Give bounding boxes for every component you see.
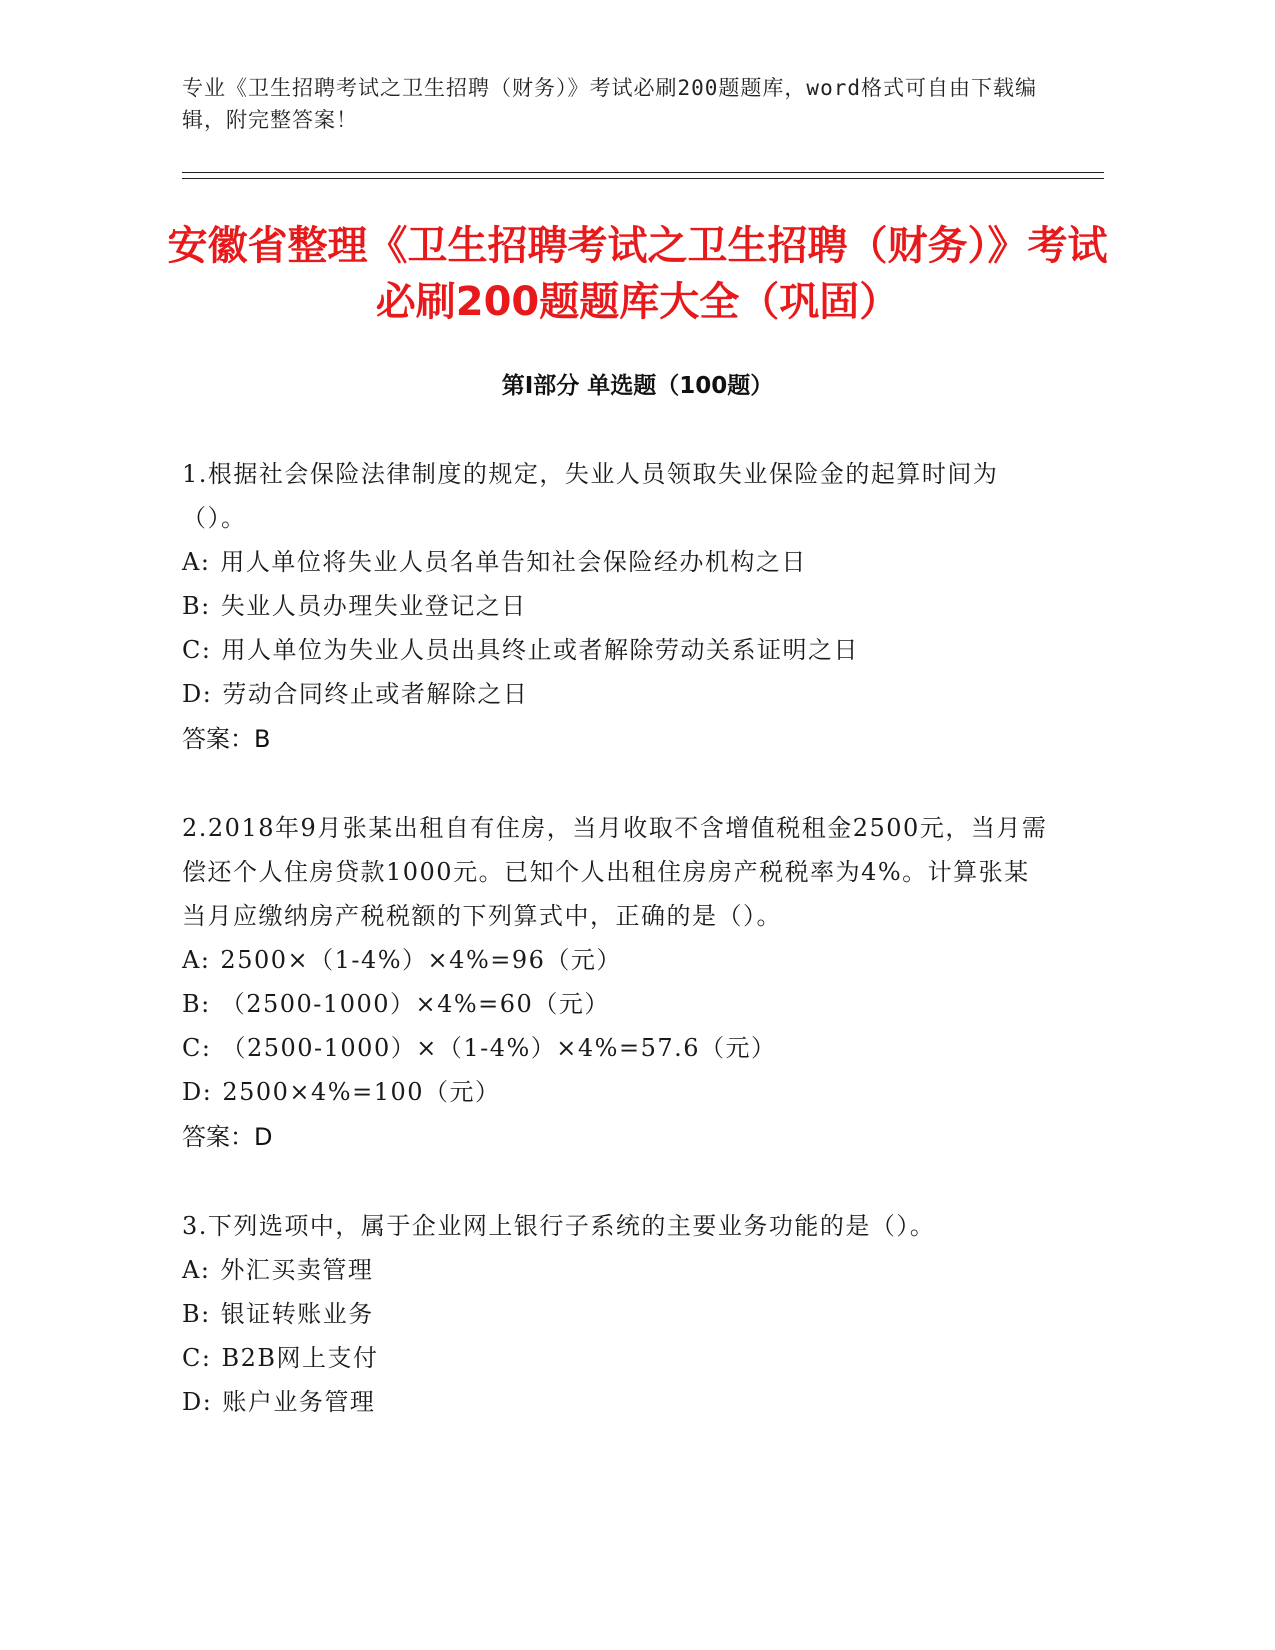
option-key: D: — [182, 1078, 213, 1106]
option-key: C: — [182, 636, 212, 664]
option-text: （2500-1000）×（1-4%）×4%=57.6（元） — [221, 1034, 777, 1062]
header-rule-bottom — [182, 178, 1104, 179]
option-c — [182, 1026, 1052, 1070]
question-1 — [182, 452, 1052, 762]
option-d — [182, 1070, 1052, 1114]
option-b — [182, 584, 1052, 628]
question-stem: 2.2018年9月张某出租自有住房，当月收取不含增值税租金2500元，当月需偿还个人住房贷款1000元。已知个人出租住房房产税税率为4%。计算张某当月应缴纳房产税税额的下列算式中，正确的是（）。 — [182, 814, 1048, 930]
option-key: A: — [182, 1256, 211, 1284]
question-list — [182, 452, 1052, 1468]
option-text: 2500×4%=100（元） — [222, 1078, 501, 1106]
option-text: （2500-1000）×4%=60（元） — [220, 990, 610, 1018]
option-text: 外汇买卖管理 — [220, 1256, 374, 1284]
option-a — [182, 938, 1052, 982]
option-text: 2500×（1-4%）×4%=96（元） — [220, 946, 622, 974]
option-b — [182, 982, 1052, 1026]
question-stem: 3.下列选项中，属于企业网上银行子系统的主要业务功能的是（）。 — [182, 1212, 936, 1240]
option-text: 账户业务管理 — [222, 1388, 376, 1416]
option-key: D: — [182, 680, 213, 708]
option-c — [182, 1336, 1052, 1380]
question-2 — [182, 806, 1052, 1160]
section-title: 第Ⅰ部分 单选题（100题） — [501, 373, 774, 399]
option-key: B: — [182, 1300, 211, 1328]
option-key: A: — [182, 946, 211, 974]
header-rule-top — [182, 172, 1104, 173]
option-key: B: — [182, 592, 211, 620]
option-text: 用人单位为失业人员出具终止或者解除劳动关系证明之日 — [221, 636, 859, 664]
option-key: C: — [182, 1034, 212, 1062]
document-title: 安徽省整理《卫生招聘考试之卫生招聘（财务）》考试必刷200题题库大全（巩固） — [167, 223, 1108, 325]
option-text: 银证转账业务 — [220, 1300, 374, 1328]
option-a — [182, 540, 1052, 584]
option-text: 劳动合同终止或者解除之日 — [222, 680, 529, 708]
option-key: B: — [182, 990, 211, 1018]
option-key: C: — [182, 1344, 212, 1372]
option-key: A: — [182, 548, 211, 576]
answer-line: 答案：D — [182, 1123, 273, 1151]
option-d — [182, 672, 1052, 716]
option-text: 失业人员办理失业登记之日 — [220, 592, 527, 620]
option-c — [182, 628, 1052, 672]
option-a — [182, 1248, 1052, 1292]
option-b — [182, 1292, 1052, 1336]
option-d — [182, 1380, 1052, 1424]
question-stem: 1.根据社会保险法律制度的规定，失业人员领取失业保险金的起算时间为（）。 — [182, 460, 999, 532]
option-text: 用人单位将失业人员名单告知社会保险经办机构之日 — [220, 548, 807, 576]
option-text: B2B网上支付 — [221, 1344, 379, 1372]
header-note: 专业《卫生招聘考试之卫生招聘（财务）》考试必刷200题题库，word格式可自由下载编辑，附完整答案！ — [182, 76, 1037, 132]
question-3 — [182, 1204, 1052, 1424]
option-key: D: — [182, 1388, 213, 1416]
answer-line: 答案：B — [182, 725, 271, 753]
